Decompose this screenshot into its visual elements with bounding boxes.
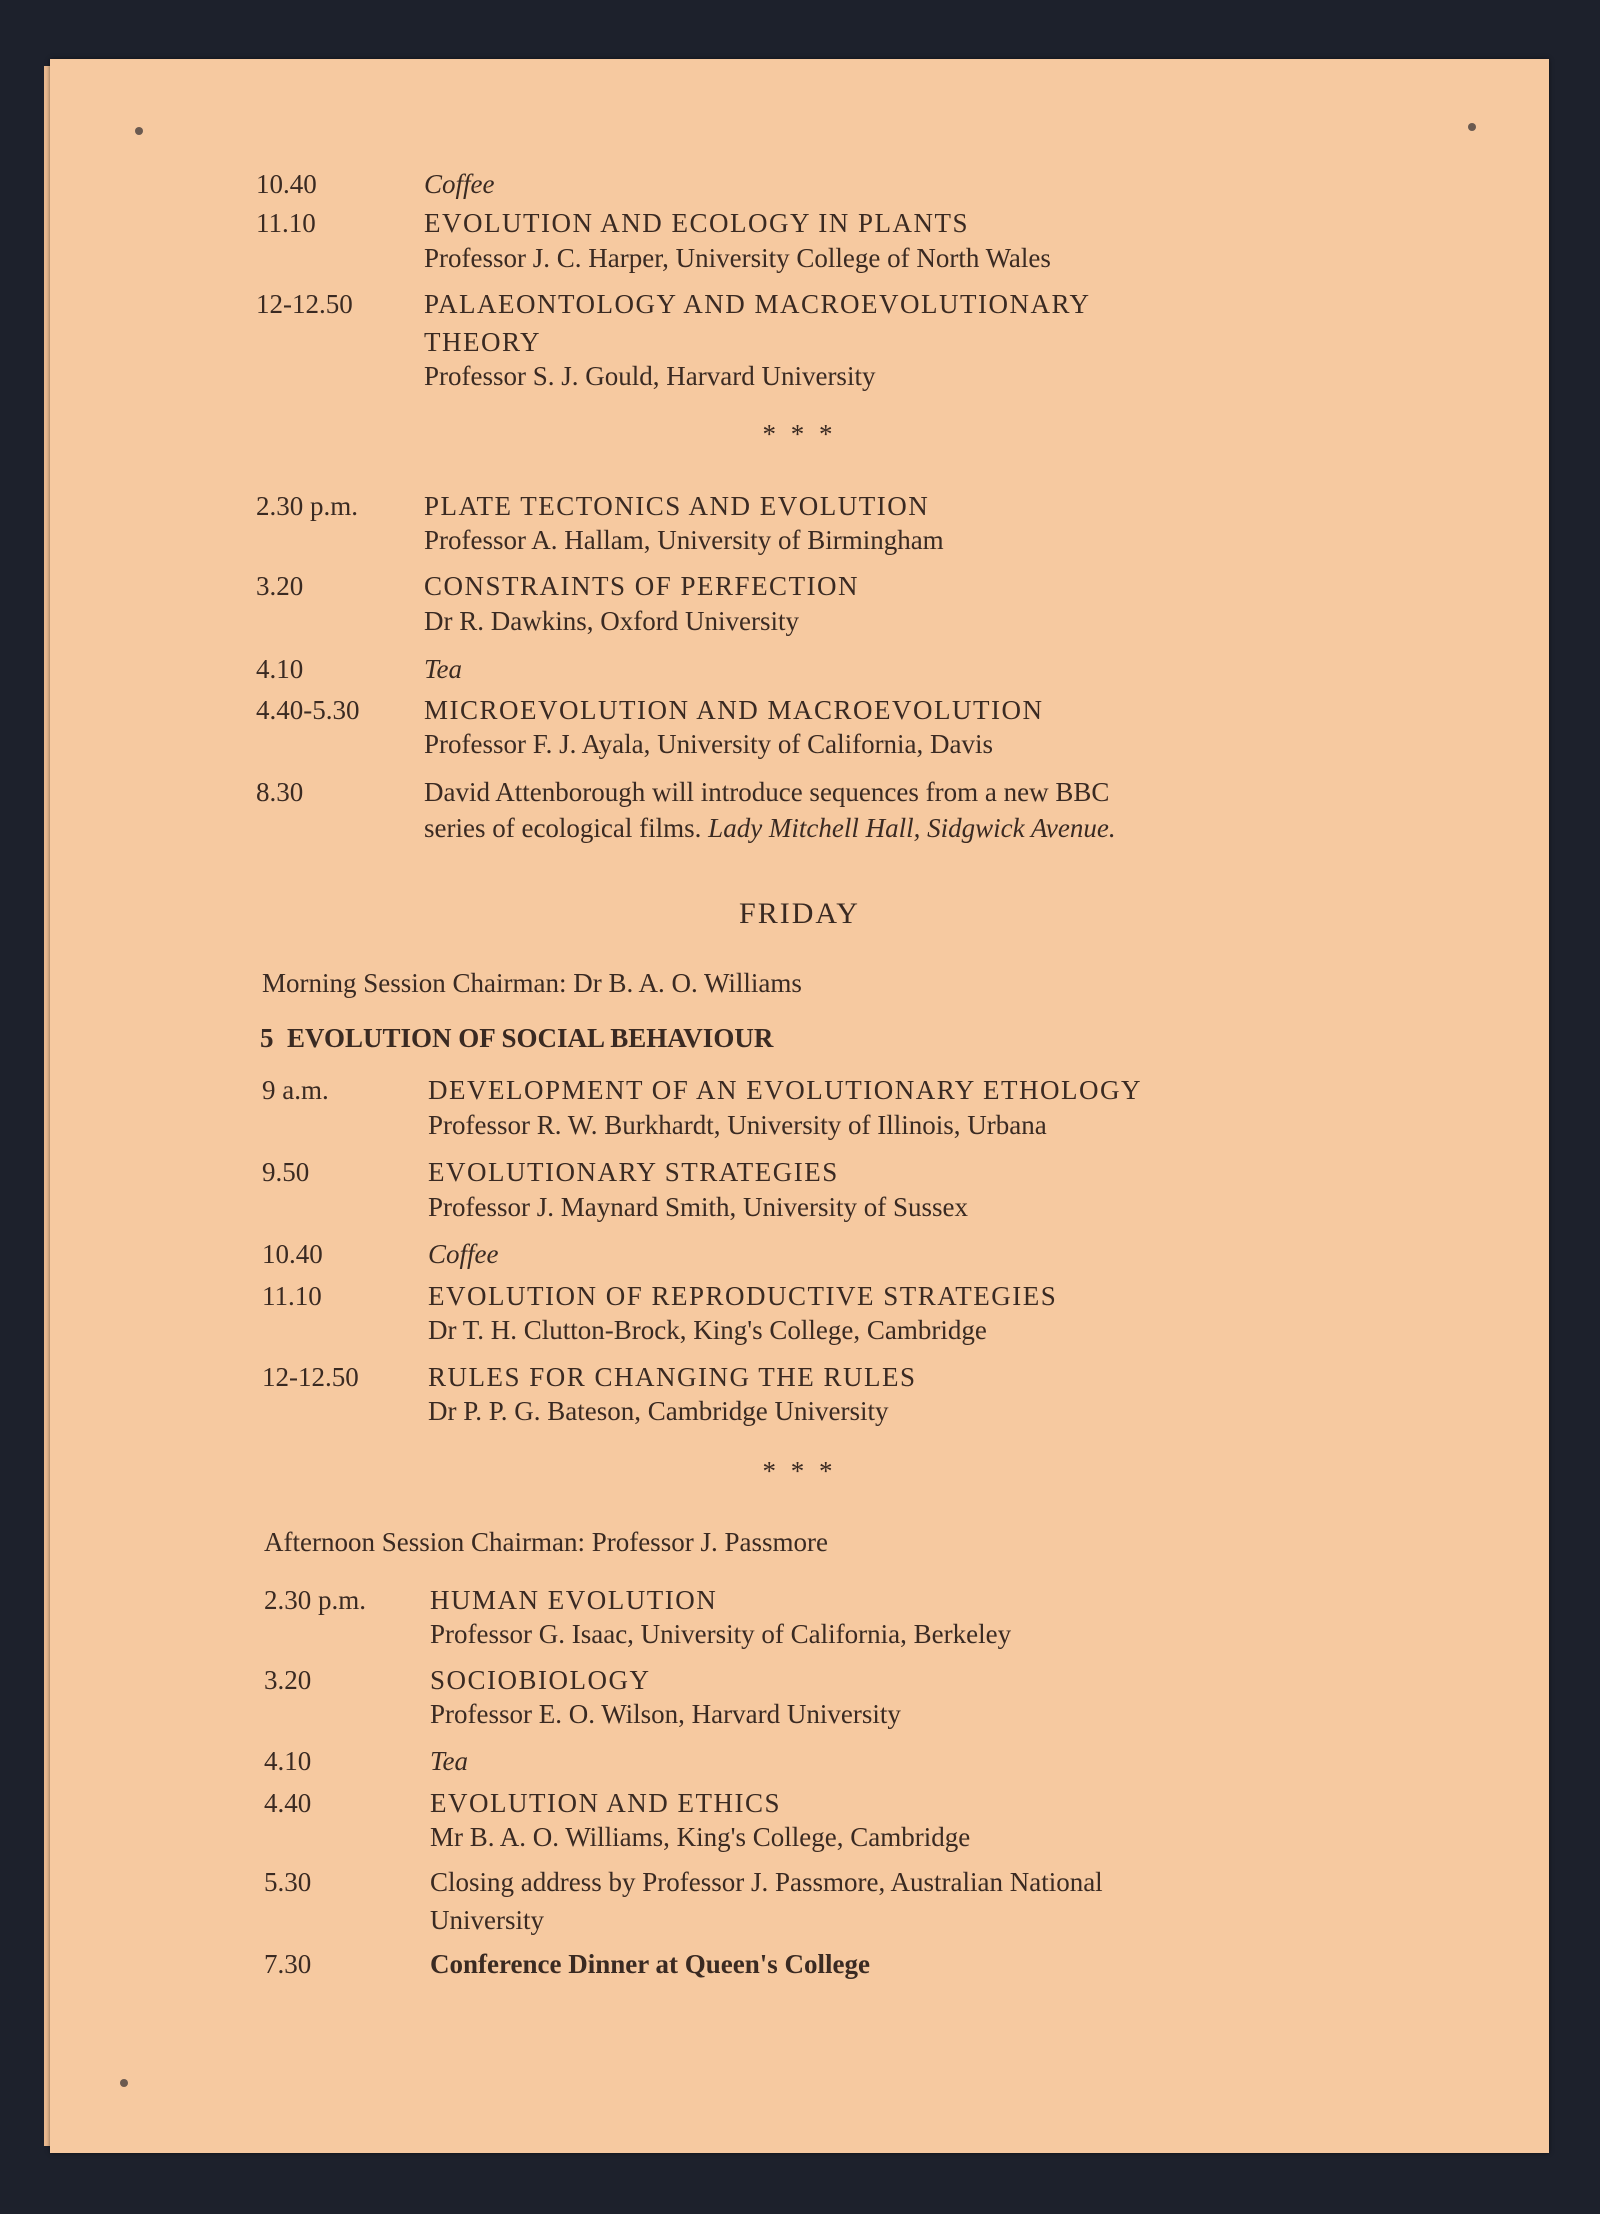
session-time: 4.10 — [264, 1746, 312, 1776]
line-text: Professor E. O. Wilson, Harvard University — [430, 1699, 901, 1729]
session-title — [428, 1155, 839, 1189]
line-text: David Attenborough will introduce sequences from a new BBC — [424, 777, 1110, 807]
session-title — [430, 1583, 717, 1617]
session-detail — [424, 325, 541, 359]
venue-text: Lady Mitchell Hall, Sidgwick Avenue. — [708, 813, 1116, 843]
line-text: PALAEONTOLOGY AND MACROEVOLUTIONARY — [424, 289, 1091, 319]
session-time: 8.30 — [256, 777, 304, 807]
session-time: 10.40 — [262, 1239, 323, 1269]
section-title: EVOLUTION OF SOCIAL BEHAVIOUR — [287, 1023, 774, 1053]
line-text: MICROEVOLUTION AND MACROEVOLUTION — [424, 695, 1044, 725]
session-title — [428, 1073, 1142, 1107]
session-title — [430, 1786, 781, 1820]
afternoon-chairman: Afternoon Session Chairman: Professor J. Passmore — [264, 1527, 828, 1557]
punch-hole — [135, 127, 143, 135]
session-detail — [428, 1394, 888, 1428]
line-text: CONSTRAINTS OF PERFECTION — [424, 571, 860, 601]
punch-hole — [1468, 123, 1476, 131]
session-detail — [428, 1190, 968, 1224]
morning-chairman: Morning Session Chairman: Dr B. A. O. Williams — [262, 968, 802, 998]
session-detail — [424, 359, 875, 393]
separator: * * * — [762, 1456, 837, 1486]
line-text: Professor J. C. Harper, University College of North Wales — [424, 243, 1051, 273]
session-time: 4.40-5.30 — [256, 695, 360, 725]
session-title — [424, 693, 1043, 727]
line-text: Professor J. Maynard Smith, University of Sussex — [428, 1192, 968, 1222]
section-number: 5 — [260, 1023, 274, 1053]
session-time: 9.50 — [262, 1157, 310, 1187]
session-title — [424, 167, 494, 201]
session-time: 12-12.50 — [262, 1362, 359, 1392]
line-text: RULES FOR CHANGING THE RULES — [428, 1362, 917, 1392]
line-text: University — [430, 1905, 544, 1935]
line-text: EVOLUTIONARY STRATEGIES — [428, 1157, 839, 1187]
line-text: Coffee — [424, 169, 495, 199]
line-text: Coffee — [428, 1239, 499, 1269]
session-detail — [428, 1108, 1047, 1142]
session-time: 3.20 — [264, 1665, 312, 1695]
line-text: THEORY — [424, 327, 541, 357]
punch-hole — [120, 2079, 128, 2087]
session-detail — [424, 604, 799, 638]
session-detail — [424, 523, 944, 557]
session-time: 2.30 p.m. — [256, 491, 359, 521]
session-detail — [430, 1697, 901, 1731]
session-time: 2.30 p.m. — [264, 1585, 367, 1615]
line-text: DEVELOPMENT OF AN EVOLUTIONARY ETHOLOGY — [428, 1075, 1142, 1105]
session-title — [424, 489, 929, 523]
line-text: SOCIOBIOLOGY — [430, 1665, 651, 1695]
session-title — [424, 287, 1091, 321]
section-heading — [260, 1021, 773, 1055]
session-time: 9 a.m. — [262, 1075, 329, 1105]
session-time: 12-12.50 — [256, 289, 353, 319]
line-text: Conference Dinner at Queen's College — [430, 1949, 870, 1979]
session-time: 4.10 — [256, 654, 304, 684]
session-title — [424, 652, 462, 686]
session-detail — [430, 1820, 970, 1854]
line-text: Professor S. J. Gould, Harvard University — [424, 361, 876, 391]
session-time: 11.10 — [256, 208, 316, 238]
session-title — [430, 1947, 870, 1981]
line-text: series of ecological films. — [424, 813, 702, 843]
session-title — [430, 1865, 1103, 1899]
session-detail — [424, 727, 993, 761]
session-time: 3.20 — [256, 571, 304, 601]
line-text: EVOLUTION AND ETHICS — [430, 1788, 781, 1818]
line-text: Dr P. P. G. Bateson, Cambridge University — [428, 1396, 889, 1426]
session-title — [428, 1279, 1057, 1313]
line-text: PLATE TECTONICS AND EVOLUTION — [424, 491, 930, 521]
session-time: 10.40 — [256, 169, 317, 199]
line-text: Mr B. A. O. Williams, King's College, Cambridge — [430, 1822, 971, 1852]
session-title — [430, 1744, 468, 1778]
session-title — [428, 1237, 498, 1271]
line-text: Professor A. Hallam, University of Birmingham — [424, 525, 944, 555]
line-text: HUMAN EVOLUTION — [430, 1585, 718, 1615]
day-heading: FRIDAY — [739, 897, 860, 930]
session-title — [428, 1360, 917, 1394]
session-detail — [424, 811, 1116, 845]
line-text: Dr T. H. Clutton-Brock, King's College, Cambridge — [428, 1315, 987, 1345]
session-detail — [430, 1617, 1011, 1651]
session-detail — [424, 241, 1051, 275]
programme-page — [50, 59, 1549, 2153]
session-detail — [428, 1313, 987, 1347]
line-text: Tea — [424, 654, 463, 684]
line-text: Tea — [430, 1746, 469, 1776]
line-text: EVOLUTION AND ECOLOGY IN PLANTS — [424, 208, 969, 238]
line-text: Dr R. Dawkins, Oxford University — [424, 606, 799, 636]
line-text: Professor F. J. Ayala, University of California, Davis — [424, 729, 994, 759]
session-time: 7.30 — [264, 1949, 312, 1979]
session-title — [424, 206, 969, 240]
separator: * * * — [762, 419, 837, 449]
line-text: Professor R. W. Burkhardt, University of Illinois, Urbana — [428, 1110, 1047, 1140]
session-title — [430, 1663, 651, 1697]
line-text: EVOLUTION OF REPRODUCTIVE STRATEGIES — [428, 1281, 1058, 1311]
session-title — [424, 775, 1109, 809]
session-title — [424, 569, 859, 603]
session-detail — [430, 1903, 544, 1937]
session-time: 11.10 — [262, 1281, 322, 1311]
session-time: 4.40 — [264, 1788, 312, 1818]
session-time: 5.30 — [264, 1867, 312, 1897]
line-text: Professor G. Isaac, University of California, Berkeley — [430, 1619, 1012, 1649]
line-text: Closing address by Professor J. Passmore, Australian National — [430, 1867, 1103, 1897]
